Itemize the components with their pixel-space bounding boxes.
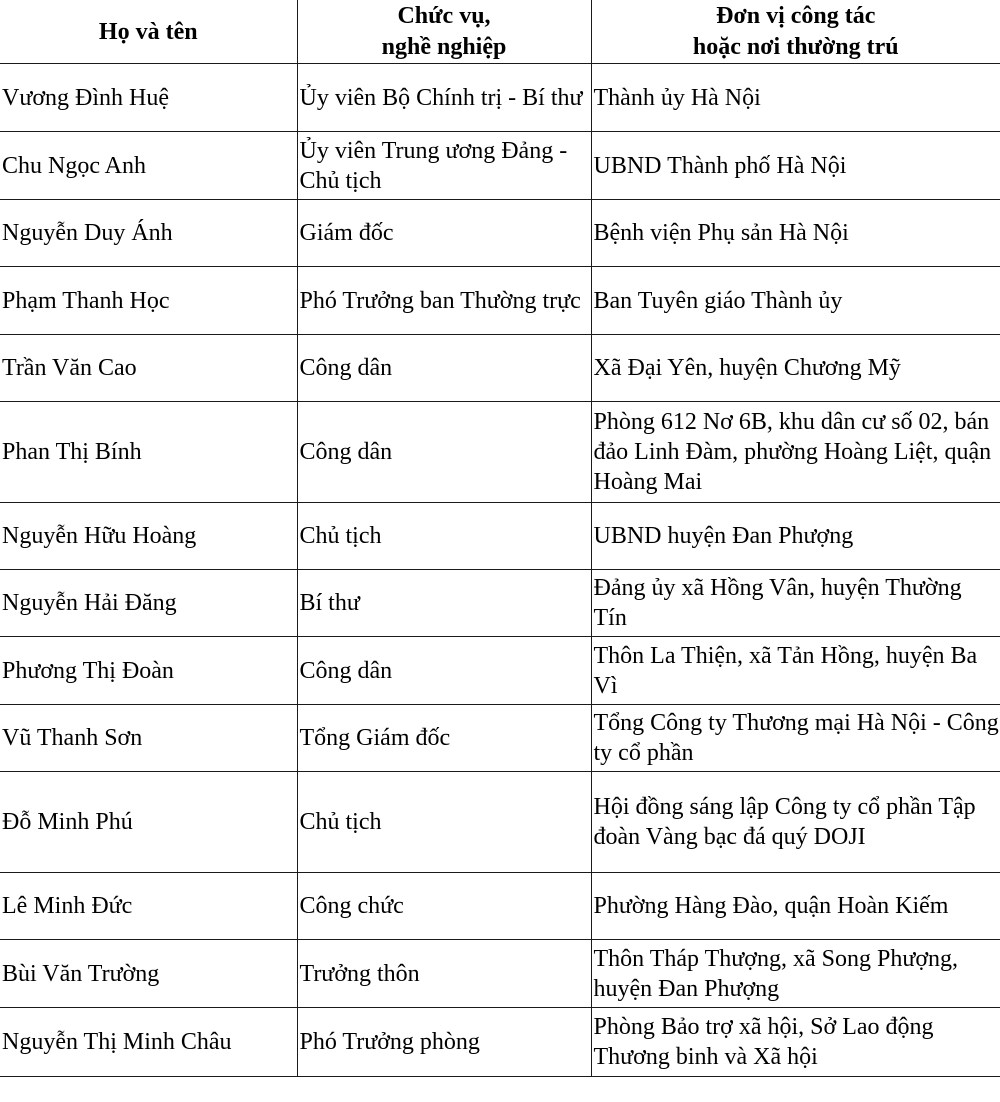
org-cell: Đảng ủy xã Hồng Vân, huyện Thường Tín: [591, 570, 1000, 637]
name-cell: Nguyễn Hữu Hoàng: [0, 503, 297, 570]
header-name-label: Họ và tên: [98, 18, 198, 45]
name-cell: Trần Văn Cao: [0, 335, 297, 402]
header-position-line2: nghề nghiệp: [381, 34, 507, 60]
name-cell: Nguyễn Duy Ánh: [0, 200, 297, 267]
table-row: [0, 200, 1000, 267]
name-cell: Phan Thị Bính: [0, 402, 297, 503]
name-cell: Chu Ngọc Anh: [0, 132, 297, 200]
table-header: [0, 1, 1000, 64]
name-cell: Nguyễn Hải Đăng: [0, 570, 297, 637]
name-cell: Phạm Thanh Học: [0, 267, 297, 335]
org-cell: Phòng Bảo trợ xã hội, Sở Lao động Thương binh và Xã hội: [591, 1008, 1000, 1077]
table-row: [0, 335, 1000, 402]
position-cell: Công dân: [297, 637, 591, 705]
org-cell: Thôn La Thiện, xã Tản Hồng, huyện Ba Vì: [591, 637, 1000, 705]
name-cell: Lê Minh Đức: [0, 873, 297, 940]
position-cell: Ủy viên Trung ương Đảng - Chủ tịch: [297, 132, 591, 200]
org-cell: Xã Đại Yên, huyện Chương Mỹ: [591, 335, 1000, 402]
name-cell: Nguyễn Thị Minh Châu: [0, 1008, 297, 1077]
header-row: [0, 1, 1000, 64]
table-row: [0, 1008, 1000, 1077]
table-row: [0, 637, 1000, 705]
table-row: [0, 570, 1000, 637]
name-cell: Vương Đình Huệ: [0, 64, 297, 132]
table-row: [0, 64, 1000, 132]
org-cell: UBND Thành phố Hà Nội: [591, 132, 1000, 200]
header-position: [297, 1, 591, 64]
name-cell: Đỗ Minh Phú: [0, 772, 297, 873]
table-row: [0, 402, 1000, 503]
org-cell: Thành ủy Hà Nội: [591, 64, 1000, 132]
name-cell: Phương Thị Đoàn: [0, 637, 297, 705]
position-cell: Ủy viên Bộ Chính trị - Bí thư: [297, 64, 591, 132]
org-cell: Thôn Tháp Thượng, xã Song Phượng, huyện Đan Phượng: [591, 940, 1000, 1008]
table-row: [0, 772, 1000, 873]
header-org: [591, 1, 1000, 64]
position-cell: Công dân: [297, 402, 591, 503]
org-cell: Phòng 612 Nơ 6B, khu dân cư số 02, bán đảo Linh Đàm, phường Hoàng Liệt, quận Hoàng Mai: [591, 402, 1000, 503]
table-row: [0, 503, 1000, 570]
position-cell: Trưởng thôn: [297, 940, 591, 1008]
org-cell: Hội đồng sáng lập Công ty cổ phần Tập đoàn Vàng bạc đá quý DOJI: [591, 772, 1000, 873]
position-cell: Chủ tịch: [297, 503, 591, 570]
table-row: [0, 873, 1000, 940]
header-org-line2: hoặc nơi thường trú: [692, 34, 899, 60]
header-org-line1: Đơn vị công tác: [716, 3, 876, 29]
org-cell: Ban Tuyên giáo Thành ủy: [591, 267, 1000, 335]
table-row: [0, 267, 1000, 335]
table-row: [0, 705, 1000, 772]
org-cell: Phường Hàng Đào, quận Hoàn Kiếm: [591, 873, 1000, 940]
header-name: [0, 1, 297, 64]
org-cell: Tổng Công ty Thương mại Hà Nội - Công ty cổ phần: [591, 705, 1000, 772]
name-cell: Bùi Văn Trường: [0, 940, 297, 1008]
position-cell: Công chức: [297, 873, 591, 940]
org-cell: Bệnh viện Phụ sản Hà Nội: [591, 200, 1000, 267]
header-position-line1: Chức vụ,: [397, 3, 491, 29]
position-cell: Phó Trưởng phòng: [297, 1008, 591, 1077]
table-body: [0, 64, 1000, 1077]
org-cell: UBND huyện Đan Phượng: [591, 503, 1000, 570]
position-cell: Bí thư: [297, 570, 591, 637]
position-cell: Tổng Giám đốc: [297, 705, 591, 772]
position-cell: Giám đốc: [297, 200, 591, 267]
position-cell: Phó Trưởng ban Thường trực: [297, 267, 591, 335]
position-cell: Chủ tịch: [297, 772, 591, 873]
position-cell: Công dân: [297, 335, 591, 402]
name-cell: Vũ Thanh Sơn: [0, 705, 297, 772]
table-row: [0, 940, 1000, 1008]
table-row: [0, 132, 1000, 200]
